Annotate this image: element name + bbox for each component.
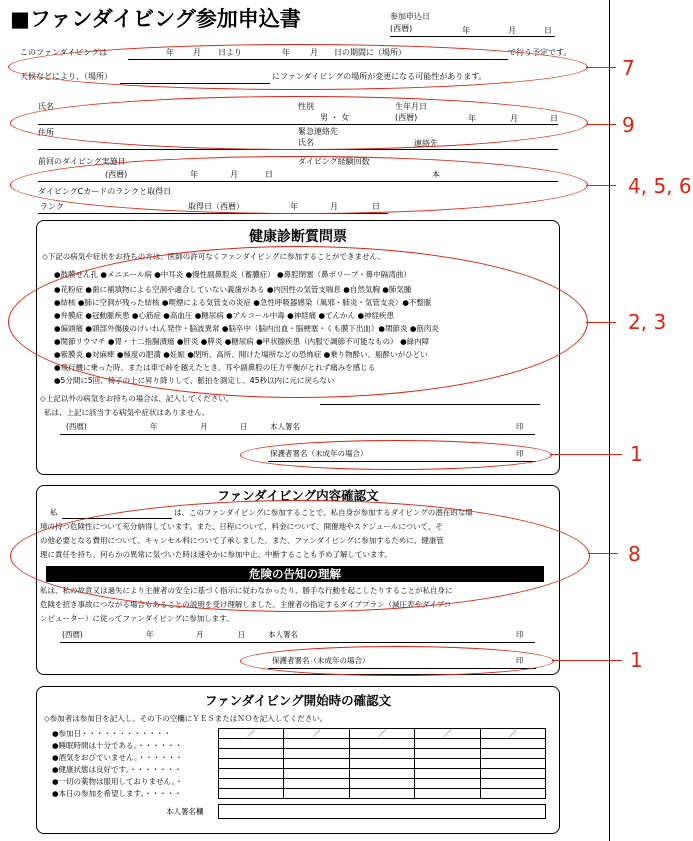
answer-cell[interactable] <box>415 759 480 769</box>
answer-cell[interactable] <box>349 769 414 779</box>
answer-cell[interactable] <box>415 779 480 789</box>
answer-cell[interactable] <box>480 769 545 779</box>
answer-cell[interactable] <box>219 749 284 759</box>
answer-cell[interactable] <box>219 739 284 749</box>
answer-cell[interactable] <box>480 749 545 759</box>
health-title: 健康診断質問票 <box>249 229 347 245</box>
apply-date-era: (西暦) <box>390 24 413 33</box>
answer-cell[interactable] <box>480 779 545 789</box>
start-title: ファンダイビング開始時の確認文 <box>204 693 392 708</box>
annotation-number: 1 <box>630 442 643 466</box>
date-cell[interactable]: ／ <box>349 729 414 739</box>
annotation-ellipse-23 <box>8 246 588 398</box>
answer-cell[interactable] <box>284 739 349 749</box>
answer-cell[interactable] <box>349 759 414 769</box>
answer-cell[interactable] <box>284 779 349 789</box>
answer-cell[interactable] <box>284 769 349 779</box>
application-form: ■ファンダイビング参加申込書 参加申込日 (西暦) 年 月 日 このファンダイビングは 年 月 日より 年 月 日の期間に（場所） で行う予定です。 天候などにより、（場所） にファンダイビングの場所が変更になる可能性があります。 氏名 性別 男 ・ 女 生年月日 (西暦) 年 月 日 住所 緊急連絡先 氏名 連絡先 前回のダイビング実施日 ダイビング経験回数 (西暦) 年 月 日 本 ダイビングCカードのランクと取得日 ランク 取得日（西暦） 年 月 日 健康診断質問票 ◇下記の病気や症状をお持ちの方は、医師の許可なくファンダイビングに参加することができません。 ●鼓膜せん孔 ●メニエール病 ●中耳炎 ●慢性副鼻腔炎（蓄膿症） ●鼻腔閉塞（鼻ポリープ・鼻中隔湾曲） ●花粉症 ●歯に補填物による空洞や適合していない義歯がある ●内因性の気管支喘息 ●自然気胸 ●肺気腫 ●結核 ●肺に空洞が残った結核 ●喫煙による気管支の炎症 ●急性呼吸器感染（風邪・肺炎・気管支炎）●不整脈 ●弁膜症 ●冠動脈疾患 ●心筋症 ●高血圧 ●糖尿病 ●アルコール中毒 ●神経痛 ●てんかん ●神経疾患 ●偏頭痛 ●頭部外傷後のけいれん発作・脳波異常 ●脳卒中（脳内出血・脳梗塞・くも膜下出血）●関節炎 ●筋肉炎 ●関節リウマチ ●胃・十二指腸潰瘍 ●肝炎 ●膵炎 ●糖尿病 ●甲状腺疾患（内服で調節不可能なもの） ●緑内障 ●紫膜炎 ●対麻痺 ●極度の肥満 ●妊娠 ●閉所、高所、開けた場所などの恐怖症 ●乗り物酔い、船酔いがひどい ●飛行機に乗った時、または車で峠を越えたとき、耳や副鼻腔の圧力平衡がとれず痛みを感じる ●5分間に5回、椅子の上に昇り降りして、脈拍を測定し、45秒以内に元に戻らない ◇上記以外の病気をお持ちの場合は、記入してください。 私は、上記に該当する病気や症状はありません。 (西暦) 年 月 日 本人署名 印 保護者署名（未成年の場合） 印 ファンダイビング内容確認文 私 は、このファンダイビングに参加することで、私自身が参加するダイビングの潜在的な環 境の持つ危険性について充分納得しています。また、日程について、料金について、開催地やスケジュールについて、そ の他必要となる費用について、キャンセル料について了承しました。また、ファンダイビングに参加するために、健康管 理に責任を持ち、何らかの異常に気づいた時は速やかに参加中止、中断することも予め了解しています。 危険の告知の理解 私は、私の故意又は過失により主催者の安全に基づく指示に従わなかったり、勝手な行動を起こしたりすることが私自身に 危険を招き事故につながる場合もあることの説明を受け理解しました。主催者の指定するダイブプラン（減圧表やダイブコ ンピューター）に従ってファンダイビングに参加します。 (西暦) 年 月 日 本人署名 印 保護者署名（未成年の場合） 印 ファンダイビング開始時の確認文 ◇参加者は参加日を記入し、その下の空欄にＹＥＳまたはＮＯを記入してください。 ●参加日・・・・・・・・・・・・ ●睡眠時間は十分である。・・・・・・ ●酒気をおびていません。・・・・・・ ●健康状態は良好です。・・・・・・・ ●一切の薬物は服用しておりません。・ ●本日の参加を希望します。・・・・・ ／ ／ ／ ／ ／ 本人署名欄 <box>0 0 610 841</box>
risk-notice-banner: 危険の告知の理解 <box>46 566 544 582</box>
other-illness-line <box>320 404 540 405</box>
annotation-number: 9 <box>622 113 635 137</box>
date-cell[interactable]: ／ <box>284 729 349 739</box>
annotation-number: 1 <box>630 648 643 672</box>
answer-cell[interactable] <box>480 739 545 749</box>
answer-cell[interactable] <box>415 739 480 749</box>
content-title: ファンダイビング内容確認文 <box>217 488 379 503</box>
answer-cell[interactable] <box>284 759 349 769</box>
annotation-number: 8 <box>628 542 641 566</box>
answer-cell[interactable] <box>349 739 414 749</box>
answer-cell[interactable] <box>480 759 545 769</box>
health-signature-line <box>60 434 535 435</box>
date-cell[interactable]: ／ <box>219 729 284 739</box>
annotation-number: 7 <box>622 56 635 80</box>
answer-cell[interactable] <box>284 749 349 759</box>
annotation-ellipse-456 <box>10 156 588 214</box>
answer-cell[interactable] <box>284 789 349 799</box>
form-title: ■ファンダイビング参加申込書 <box>10 7 301 31</box>
date-cell[interactable]: ／ <box>415 729 480 739</box>
participant-signature-field[interactable] <box>218 804 546 819</box>
annotation-ellipse-7 <box>8 44 588 90</box>
date-cell[interactable]: ／ <box>480 729 545 739</box>
yes-no-table <box>218 728 546 799</box>
apply-date-line <box>390 36 555 37</box>
annotation-ellipse-8 <box>10 500 590 612</box>
apply-date-label: 参加申込日 <box>390 12 430 21</box>
answer-cell[interactable] <box>219 769 284 779</box>
answer-cell[interactable] <box>415 769 480 779</box>
answer-cell[interactable] <box>219 759 284 769</box>
answer-cell[interactable] <box>349 749 414 759</box>
answer-cell[interactable] <box>219 789 284 799</box>
answer-cell[interactable] <box>480 789 545 799</box>
answer-cell[interactable] <box>219 779 284 789</box>
answer-cell[interactable] <box>415 749 480 759</box>
answer-cell[interactable] <box>349 779 414 789</box>
answer-cell[interactable] <box>415 789 480 799</box>
annotation-ellipse-1a <box>240 440 552 470</box>
annotation-ellipse-9 <box>10 96 588 150</box>
answer-cell[interactable] <box>349 789 414 799</box>
content-signature-line <box>60 642 535 643</box>
annotation-ellipse-1b <box>240 646 554 676</box>
annotation-number: 2, 3 <box>628 310 667 334</box>
annotation-number: 4, 5, 6 <box>628 174 692 198</box>
